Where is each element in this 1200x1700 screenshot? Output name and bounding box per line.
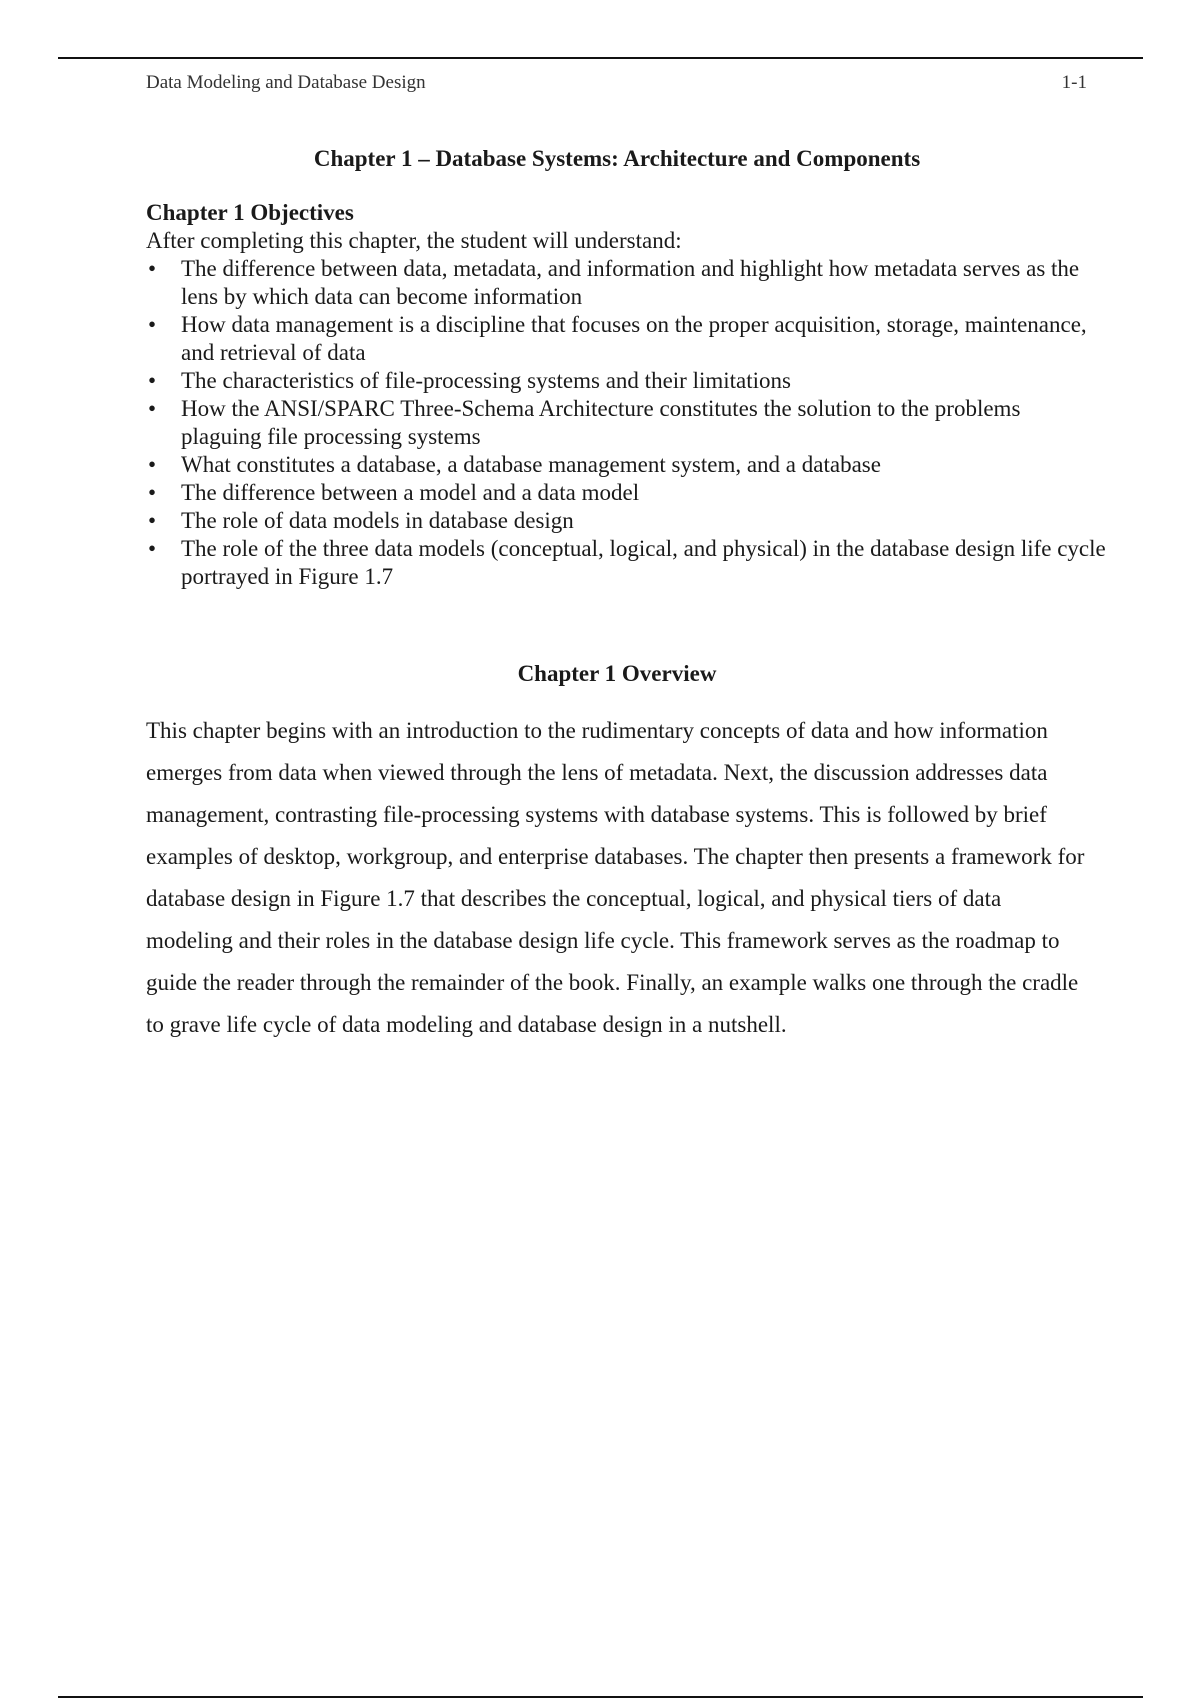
bullet-icon: •: [148, 312, 157, 337]
bullet-icon: •: [148, 480, 157, 505]
objective-text: The difference between a model and a data model: [181, 480, 640, 505]
list-item: [146, 451, 1106, 479]
chapter-title: Chapter 1 – Database Systems: Architecture and Components: [313, 146, 921, 171]
bullet-icon: •: [148, 508, 157, 533]
list-item: [146, 535, 1106, 591]
objective-text: The characteristics of file-processing systems and their limitations: [181, 368, 791, 393]
list-item: [146, 311, 1106, 367]
bullet-icon: •: [148, 368, 157, 393]
overview-paragraph: This chapter begins with an introduction to the rudimentary concepts of data and how information emerges from data when viewed through the lens of metadata. Next, the discussion addresses data management, contrasting file-processing systems with database systems. This is followed by brief examples of desktop, workgroup, and enterprise databases. The chapter then presents a framework for database design in Figure 1.7 that describes the conceptual, logical, and physical tiers of data modeling and their roles in the database design life cycle. This framework serves as the roadmap to guide the reader through the remainder of the book. Finally, an example walks one through the cradle to grave life cycle of data modeling and database design in a nutshell.: [146, 718, 1085, 1037]
objectives-intro: After completing this chapter, the student will understand:: [146, 228, 682, 253]
list-item: [146, 255, 1106, 311]
footer-rule: [58, 1696, 1143, 1698]
running-header-title: Data Modeling and Database Design: [146, 72, 426, 93]
objectives-list: [146, 255, 1106, 591]
objective-text: The difference between data, metadata, and information and highlight how metadata serves as the lens by which data can become information: [181, 256, 1080, 309]
bullet-icon: •: [148, 396, 157, 421]
objective-text: What constitutes a database, a database management system, and a database: [181, 452, 881, 477]
list-item: [146, 395, 1106, 451]
objectives-heading: Chapter 1 Objectives: [146, 200, 354, 225]
list-item: [146, 507, 1106, 535]
bullet-icon: •: [148, 256, 157, 281]
objective-text: The role of data models in database design: [181, 508, 574, 533]
overview-heading: Chapter 1 Overview: [517, 661, 717, 686]
bullet-icon: •: [148, 536, 157, 561]
list-item: [146, 367, 1106, 395]
page-number: 1-1: [1061, 72, 1087, 93]
objective-text: How the ANSI/SPARC Three-Schema Architecture constitutes the solution to the problems plaguing file processing systems: [181, 396, 1021, 449]
objective-text: The role of the three data models (conceptual, logical, and physical) in the database design life cycle portrayed in Figure 1.7: [181, 536, 1106, 589]
objective-text: How data management is a discipline that focuses on the proper acquisition, storage, maintenance, and retrieval of data: [181, 312, 1087, 365]
header-rule: [58, 57, 1143, 59]
bullet-icon: •: [148, 452, 157, 477]
objectives-section: [146, 199, 1106, 591]
list-item: [146, 479, 1106, 507]
